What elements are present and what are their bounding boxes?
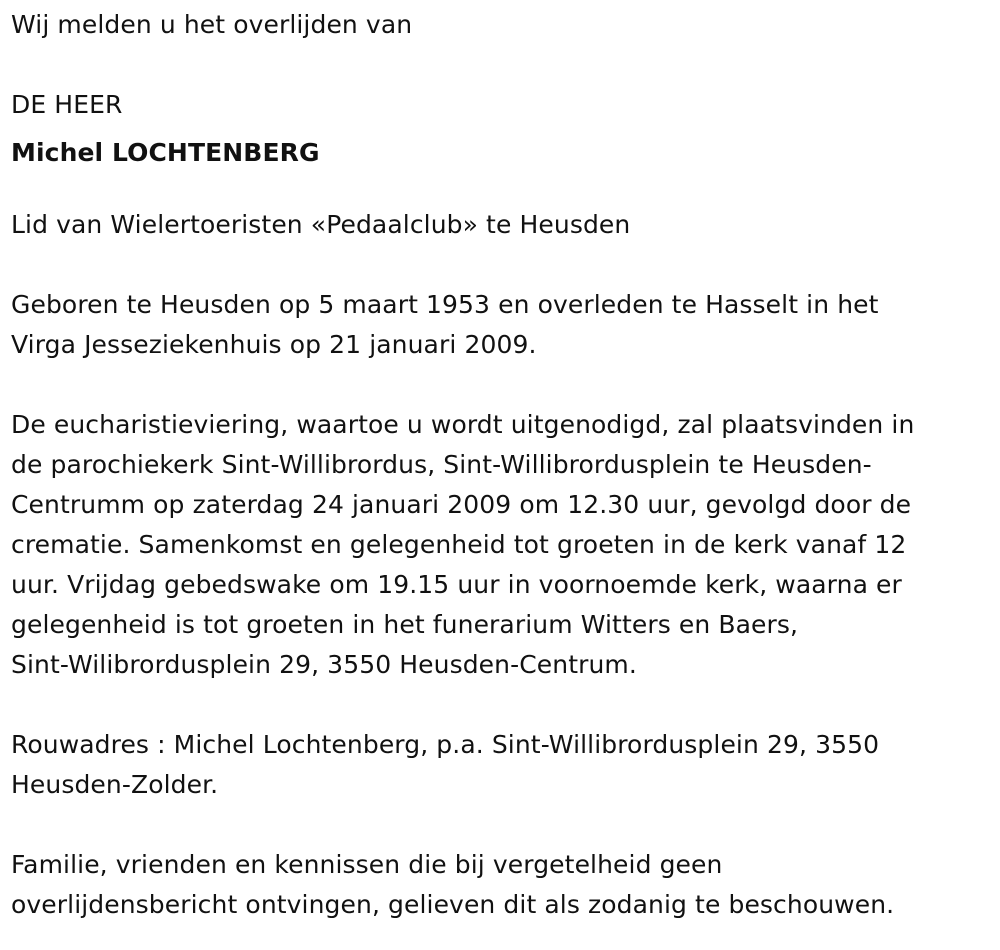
spacer	[11, 805, 986, 845]
paragraph-line: uur. Vrijdag gebedswake om 19.15 uur in voornoemde kerk, waarna er	[11, 570, 902, 599]
paragraph-line: Sint-Wilibrordusplein 29, 3550 Heusden-Centrum.	[11, 650, 637, 679]
spacer	[11, 173, 986, 205]
closing-paragraph	[11, 845, 986, 925]
paragraph-line: Geboren te Heusden op 5 maart 1953 en overleden te Hasselt in het	[11, 290, 879, 319]
spacer	[11, 45, 986, 85]
paragraph-line: De eucharistieviering, waartoe u wordt uitgenodigd, zal plaatsvinden in	[11, 410, 915, 439]
intro-text: Wij melden u het overlijden van	[11, 10, 413, 39]
honorific-title: DE HEER	[11, 90, 123, 119]
membership-text: Lid van Wielertoeristen «Pedaalclub» te Heusden	[11, 210, 631, 239]
paragraph-line: Centrumm op zaterdag 24 januari 2009 om 12.30 uur, gevolgd door de	[11, 490, 912, 519]
paragraph-line: gelegenheid is tot groeten in het funerarium Witters en Baers,	[11, 610, 799, 639]
spacer	[11, 245, 986, 285]
address-paragraph	[11, 725, 986, 805]
paragraph-line: de parochiekerk Sint-Willibrordus, Sint-Willibrordusplein te Heusden-	[11, 450, 872, 479]
deceased-name: Michel LOCHTENBERG	[11, 138, 320, 167]
paragraph-line: Rouwadres : Michel Lochtenberg, p.a. Sint-Willibrordusplein 29, 3550	[11, 730, 880, 759]
death-notice	[11, 0, 986, 925]
paragraph-line: crematie. Samenkomst en gelegenheid tot groeten in de kerk vanaf 12	[11, 530, 907, 559]
paragraph-line: overlijdensbericht ontvingen, gelieven dit als zodanig te beschouwen.	[11, 890, 895, 919]
spacer	[11, 685, 986, 725]
birth-death-paragraph	[11, 285, 986, 365]
paragraph-line: Virga Jesseziekenhuis op 21 januari 2009.	[11, 330, 537, 359]
paragraph-line: Heusden-Zolder.	[11, 770, 219, 799]
ceremony-paragraph	[11, 405, 986, 685]
spacer	[11, 365, 986, 405]
paragraph-line: Familie, vrienden en kennissen die bij vergetelheid geen	[11, 850, 723, 879]
